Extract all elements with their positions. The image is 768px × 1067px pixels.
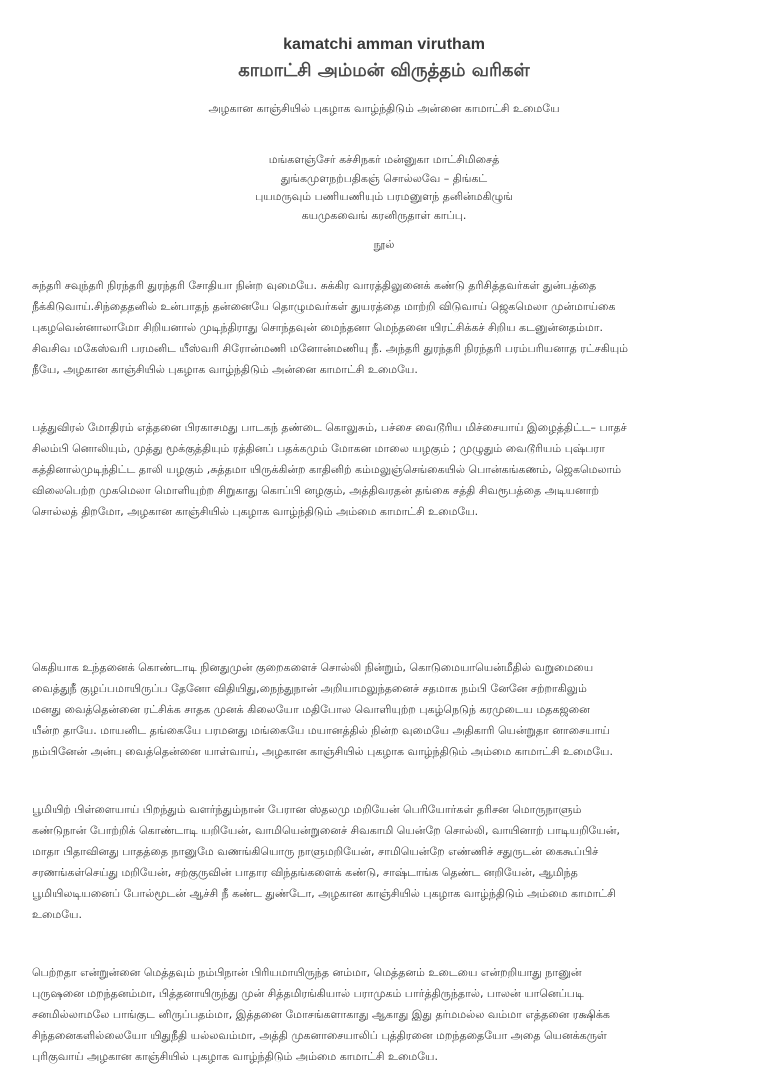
paragraph-line: சிவசிவ மகேஸ்வரி பரமனிட யீஸ்வரி சிரோன்மணி மனோன்மணியு நீ. அந்தரி துரந்தரி நிரந்தரி பரம்பரியனாத ரட்சகியும் (32, 342, 629, 355)
verse-line: கயமுகவைங் கரனிருதாள் காப்பு. (301, 208, 467, 222)
paragraph-line: நம்பினேன் அன்பு வைத்தென்னை யாள்வாய், அழகான காஞ்சியில் புகழாக வாழ்ந்திடும் அம்மை காமாட்சி உமையே. (32, 745, 613, 758)
paragraph-line: மனது வைத்தென்னை ரட்சிக்க சாதக முனக் கிலையோ மதிபோல வொளியுற்ற புகழ்நெடுந் கரமுடைய மதகஜனை (32, 703, 590, 716)
paragraph-line: கண்டுநான் போற்றிக் கொண்டாடி யறியேன், வாமியென்றுனைச் சிவகாமி யென்றே சொல்லி, வாயினாற் பாடியறியேன், (32, 824, 620, 837)
verse-line: மங்களஞ்சேர் கச்சிநகர் மன்னுகா மாட்சிமிசைத் (268, 153, 500, 166)
stanza-paragraph (32, 657, 736, 762)
paragraph-line: சுந்தரி சவுந்தரி நிரந்தரி துரந்தரி சோதியா நின்ற வுமையே. சுக்கிர வாரத்திலுனைக் கண்டு தரிசித்தவர்கள் துன்பத்தை (32, 279, 597, 292)
paragraph-line: சரணங்கள்செய்து மறியேன், சற்குருவின் பாதார விந்தங்களைக் கண்டு, சாஷ்டாங்க தெண்ட னறியேன், ஆமிந்த (32, 866, 578, 879)
paragraph-line: நீயே, அழகான காஞ்சியில் புகழாக வாழ்ந்திடும் அன்னை காமாட்சி உமையே. (32, 363, 418, 376)
paragraph-line: சனமில்லாமலே பாங்குட னிருப்பதம்மா, இத்தனை மோசங்களாகாது ஆகாது இது தர்மமல்ல வம்மா எத்தனை ரக்ஷிக்க (32, 1008, 610, 1021)
intro-line: அழகான காஞ்சியில் புகழாக வாழ்ந்திடும் அன்னை காமாட்சி உமையே (208, 102, 560, 115)
stanza-paragraph (32, 962, 736, 1067)
stanza-paragraph (32, 799, 736, 925)
paragraph-line: பூமியிற் பிள்ளையாய் பிறந்தும் வளர்ந்தும்நான் பேரான ஸ்தலமு மறியேன் பெரியோர்கள் தரிசன மொருநாளும் (32, 803, 582, 816)
paragraph-line: பெற்றதா என்றுன்னை மெத்தவும் நம்பிநான் பிரியமாயிருந்த னம்மா, மெத்தனம் உடையை என்றறியாது நானுன் (32, 966, 582, 979)
paragraph-line: சொல்லத் திறமோ, அழகான காஞ்சியில் புகழாக வாழ்ந்திடும் அம்மை காமாட்சி உமையே. (32, 505, 479, 518)
page-subtitle: காமாட்சி அம்மன் விருத்தம் வரிகள் (238, 60, 530, 81)
page-title: kamatchi amman virutham (283, 36, 485, 53)
paragraph-line: சிந்தனைகளில்லையோ யிதுநீதி யல்லவம்மா, அத்தி முகனாசையாலிப் புத்திரனை மறந்ததையோ அதை யெனக்கருள் (32, 1029, 607, 1042)
stanza-paragraph (32, 417, 736, 522)
paragraph-line: புருஷனை மறந்தனம்மா, பித்தனாயிருந்து முன் சித்தமிரங்கியால் பராமுகம் பார்த்திருந்தால், பாலன் யானெப்படி (32, 987, 584, 1000)
paragraph-line: சிலம்பி னொலியும், முத்து மூக்குத்தியும் ரத்தினப் பதக்கமும் மோகன மாலை யழகும் ; முழுதும் வைடூரியம் புஷ்பரா (32, 442, 605, 455)
invocation-verse (32, 151, 736, 225)
paragraph-line: வைத்துநீ குழப்பமாயிருப்ப தேனோ விதியிது,நைந்துநான் அறியாமலுந்தனைச் சதமாக நம்பி னேனே சற்றாகிலும் (32, 682, 587, 695)
section-heading: நூல் (373, 238, 395, 251)
paragraph-line: பத்துவிரல் மோதிரம் எத்தனை பிரகாசமது பாடகந் தண்டை கொலுசும், பச்சை வைடூரிய மிச்சையாய் இழைத்திட்ட– பாதச் (32, 421, 627, 434)
paragraph-line: யீன்ற தாயே. மாயனிட தங்கையே பரமனது மங்கையே மயானத்தில் நின்ற வுமையே அதிகாரி யென்றுதா னாசையாய் (32, 724, 610, 737)
paragraph-line: உமையே. (32, 908, 82, 921)
paragraph-line: கத்தினால்முடிந்திட்ட தாலி யழகும் ,சுத்தமா யிருக்கின்ற காதினிற் கம்மலுஞ்செங்கையில் பொன்கங்கணம், ஜெகமெலாம் (32, 463, 622, 476)
paragraph-line: நீக்கிடுவாய்.சிந்தைதனில் உன்பாதந் தன்னையே தொழுமவர்கள் துயரத்தை மாற்றி விடுவாய் ஜெகமெலா முன்மாய்கை (32, 300, 616, 313)
paragraph-line: மாதா பிதாவினது பாதத்தை நானுமே வணங்கியொரு நாளுமறியேன், சாமியென்றே எண்ணிச் சதுருடன் கைகூப்பிச் (32, 845, 599, 858)
verse-line: புயமருவும் பணியணியும் பரமனுளந் தனின்மகிழுங் (255, 190, 513, 203)
paragraph-line: பூமியிலடியனைப் போல்மூடன் ஆச்சி நீ கண்ட துண்டோ, அழகான காஞ்சியில் புகழாக வாழ்ந்திடும் அம்மை காமாட்சி (32, 887, 616, 900)
paragraph-line: புரிகுவாய் அழகான காஞ்சியில் புகழாக வாழ்ந்திடும் அம்மை காமாட்சி உமையே. (32, 1050, 438, 1063)
stanza-paragraph (32, 275, 736, 380)
paragraph-line: புகழவென்னாலாமோ சிறியனால் முடிந்திராது சொந்தவுன் மைந்தனா மெந்தனை யிரட்சிக்கச் சிறிய கடனுன்னதம்மா. (32, 321, 604, 334)
verse-line: துங்கமுளநற்பதிகஞ் சொல்லவே – திங்கட் (280, 171, 488, 185)
paragraph-line: விலைபெற்ற முகமெலா மொளியுற்ற சிறுகாது கொப்பி னழகும், அத்திவரதன் தங்கை சத்தி சிவரூபத்தை அடியனாற் (32, 484, 599, 497)
paragraph-line: கெதியாக உந்தனைக் கொண்டாடி நினதுமுன் குறைகளைச் சொல்லி நின்றும், கொடுமையாயென்மீதில் வறுமையை (32, 661, 594, 674)
